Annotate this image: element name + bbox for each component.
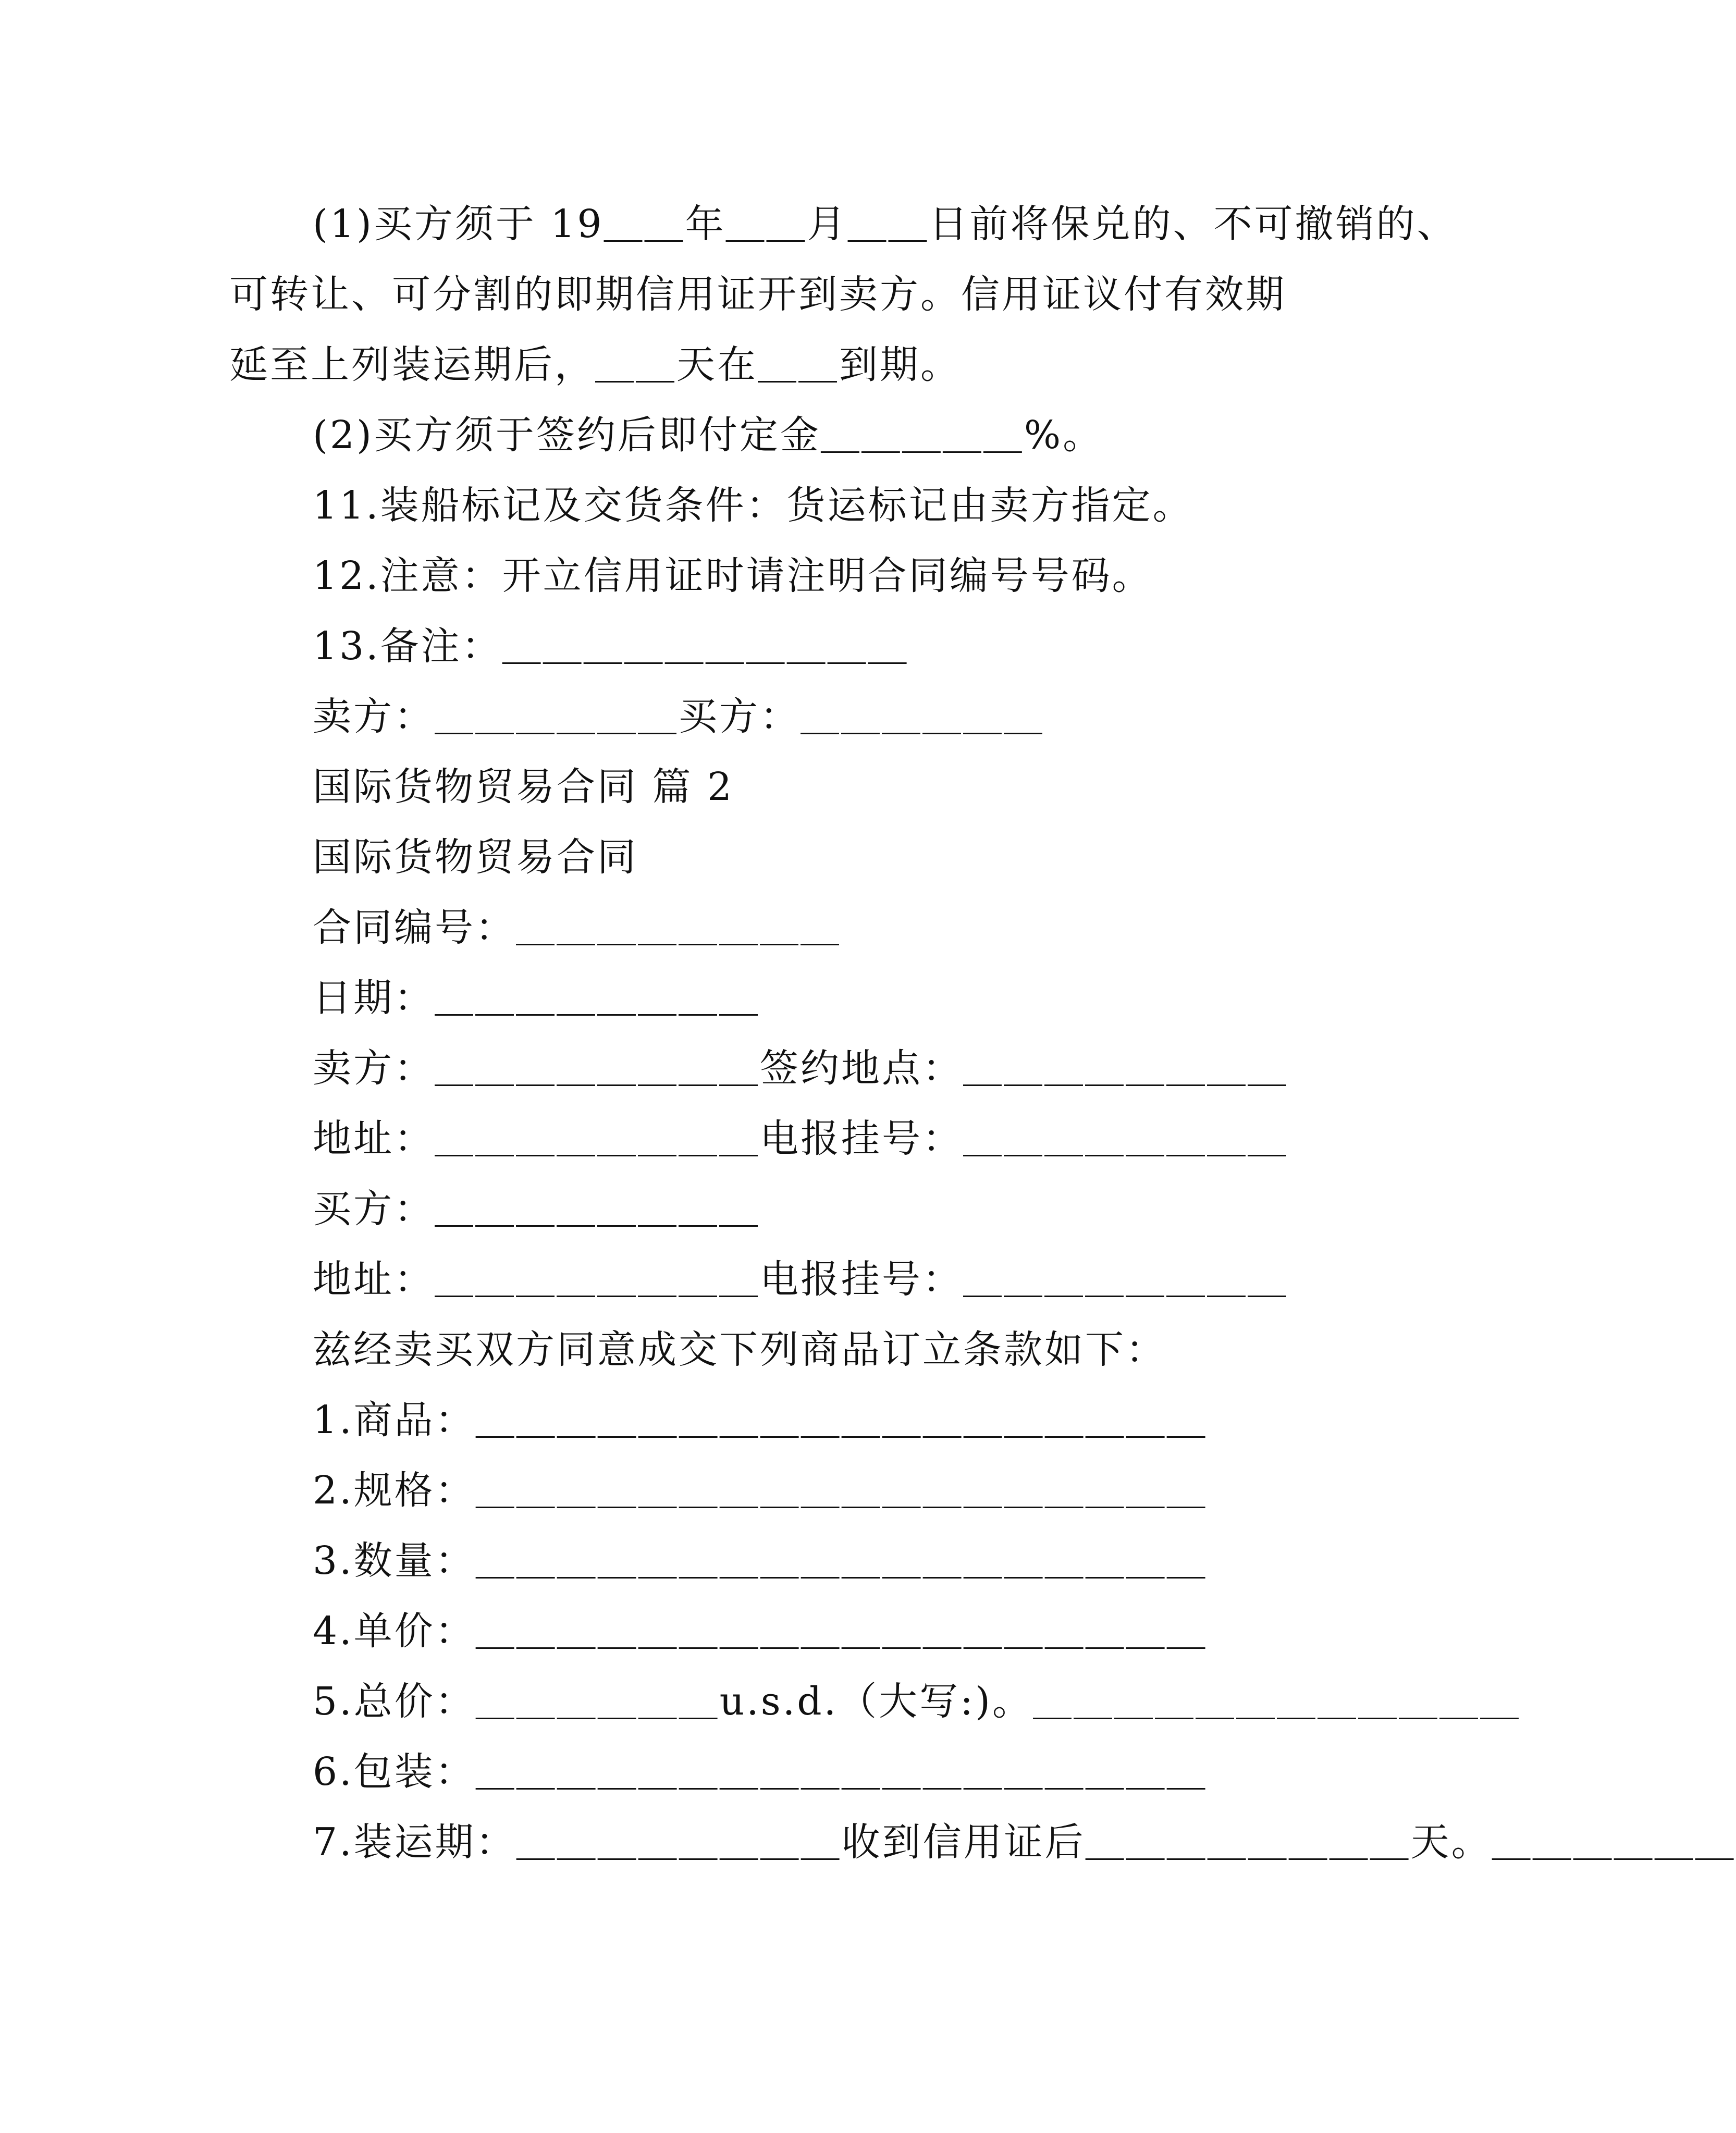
clause-10-2: (2)买方须于签约后即付定金＿＿＿＿＿%。	[313, 413, 1104, 458]
clause-10-1-line-2: 可转让、可分割的即期信用证开到卖方。信用证议付有效期	[229, 272, 1286, 317]
item-7-shipment: 7.装运期：＿＿＿＿＿＿＿＿收到信用证后＿＿＿＿＿＿＿＿天。＿＿＿＿＿＿	[313, 1820, 1736, 1865]
agreement-statement: 兹经卖买双方同意成交下列商品订立条款如下：	[313, 1327, 1166, 1372]
seller-place: 卖方：＿＿＿＿＿＿＿＿签约地点：＿＿＿＿＿＿＿＿	[313, 1046, 1288, 1091]
contract-number: 合同编号：＿＿＿＿＿＿＿＿	[313, 905, 841, 950]
buyer-address: 地址：＿＿＿＿＿＿＿＿电报挂号：＿＿＿＿＿＿＿＿	[313, 1257, 1288, 1302]
item-2-spec: 2.规格：＿＿＿＿＿＿＿＿＿＿＿＿＿＿＿＿＿＿	[313, 1468, 1208, 1513]
clause-13: 13.备注：＿＿＿＿＿＿＿＿＿＿	[313, 624, 909, 669]
seller-address: 地址：＿＿＿＿＿＿＿＿电报挂号：＿＿＿＿＿＿＿＿	[313, 1116, 1288, 1161]
section-heading: 国际货物贸易合同 篇 2	[313, 765, 734, 809]
item-3-quantity: 3.数量：＿＿＿＿＿＿＿＿＿＿＿＿＿＿＿＿＿＿	[313, 1538, 1208, 1583]
buyer-line: 买方：＿＿＿＿＿＿＿＿	[313, 1187, 760, 1231]
item-1-goods: 1.商品：＿＿＿＿＿＿＿＿＿＿＿＿＿＿＿＿＿＿	[313, 1398, 1208, 1442]
contract-title: 国际货物贸易合同	[313, 835, 638, 880]
item-6-packing: 6.包装：＿＿＿＿＿＿＿＿＿＿＿＿＿＿＿＿＿＿	[313, 1749, 1208, 1794]
clause-12: 12.注意：开立信用证时请注明合同编号号码。	[313, 553, 1153, 598]
item-4-unit-price: 4.单价：＿＿＿＿＿＿＿＿＿＿＿＿＿＿＿＿＿＿	[313, 1609, 1208, 1654]
item-5-total-price: 5.总价：＿＿＿＿＿＿u.s.d.（大写:)。＿＿＿＿＿＿＿＿＿＿＿＿	[313, 1679, 1521, 1724]
clause-10-1-line-3: 延至上列装运期后，＿＿天在＿＿到期。	[229, 342, 961, 387]
clause-11: 11.装船标记及交货条件：货运标记由卖方指定。	[313, 483, 1193, 528]
clause-10-1-line-1: (1)买方须于 19＿＿年＿＿月＿＿日前将保兑的、不可撤销的、	[313, 202, 1458, 246]
contract-date: 日期：＿＿＿＿＿＿＿＿	[313, 976, 760, 1020]
signature-line: 卖方：＿＿＿＿＿＿买方：＿＿＿＿＿＿	[313, 694, 1044, 739]
